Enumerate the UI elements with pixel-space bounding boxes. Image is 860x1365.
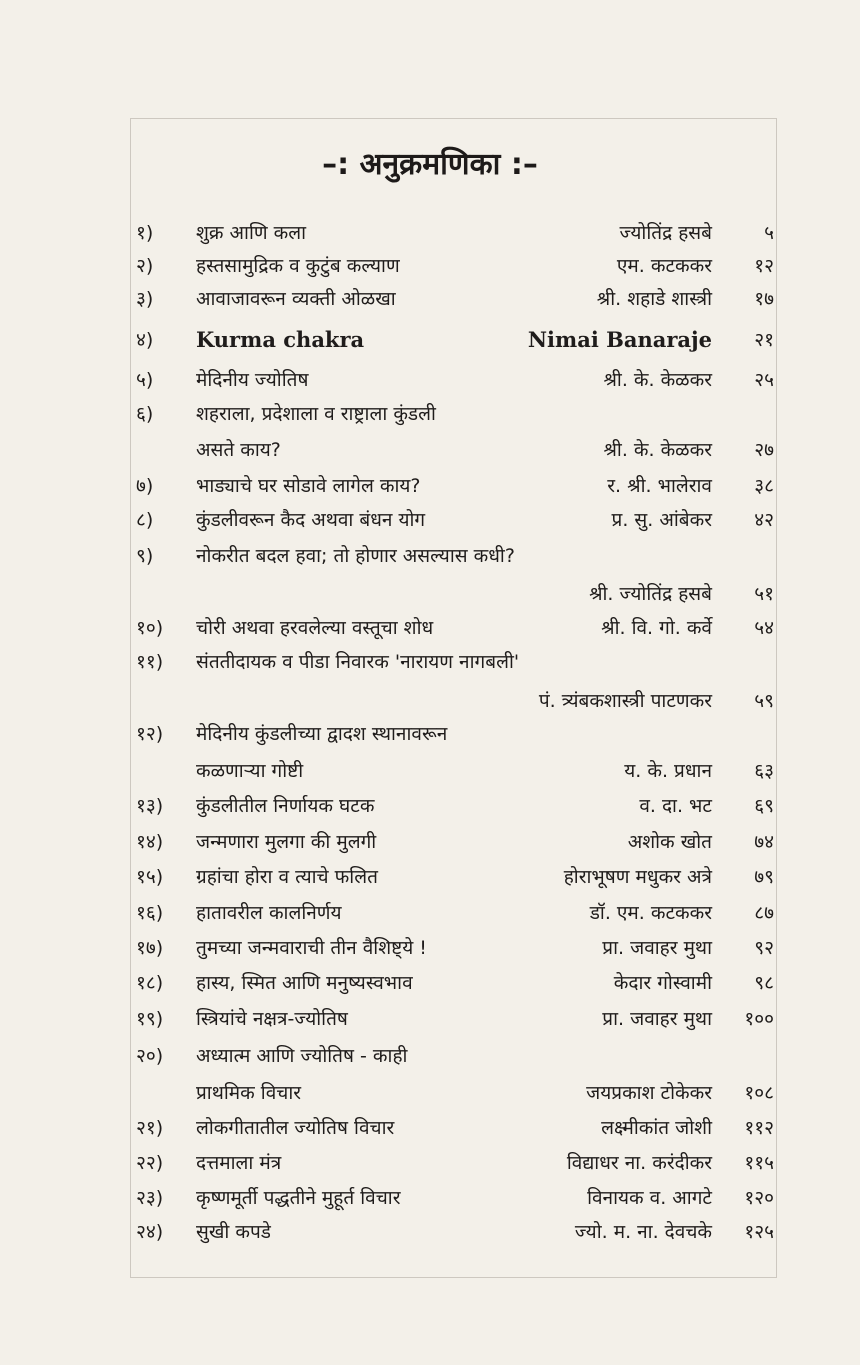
entry-title-continued: कळणाऱ्या गोष्टी — [196, 760, 304, 782]
toc-entry — [136, 717, 774, 751]
entry-page: ७४ — [754, 831, 774, 853]
entry-author: र. श्री. भालेराव — [607, 475, 712, 497]
entry-title: भाड्याचे घर सोडावे लागेल काय? — [196, 475, 421, 497]
entry-title-continued: असते काय? — [196, 439, 281, 461]
entry-author: श्री. ज्योतिंद्र हसबे — [589, 583, 712, 605]
entry-author: लक्ष्मीकांत जोशी — [601, 1117, 712, 1139]
entry-author: श्री. के. केळकर — [603, 439, 712, 461]
toc-entry — [136, 282, 774, 316]
entry-title: चोरी अथवा हरवलेल्या वस्तूचा शोध — [196, 617, 434, 639]
entry-page: १२५ — [744, 1221, 774, 1243]
entry-title: शुक्र आणि कला — [196, 222, 307, 244]
entry-number: ६) — [136, 403, 154, 425]
toc-entry — [136, 860, 774, 894]
toc-entry — [136, 611, 774, 645]
entry-page: १०८ — [744, 1082, 774, 1104]
entry-number: ३) — [136, 288, 154, 310]
entry-author: केदार गोस्वामी — [613, 972, 712, 994]
entry-number: २२) — [136, 1152, 164, 1174]
entry-number: १०) — [136, 617, 164, 639]
entry-title: लोकगीतातील ज्योतिष विचार — [196, 1117, 395, 1139]
entry-author: होराभूषण मधुकर अत्रे — [563, 866, 712, 888]
entry-number: १९) — [136, 1008, 164, 1030]
toc-entry — [136, 1181, 774, 1215]
toc-entry — [136, 503, 774, 537]
entry-number: २०) — [136, 1045, 164, 1067]
entry-author: प्र. सु. आंबेकर — [611, 509, 712, 531]
entry-title: संततीदायक व पीडा निवारक 'नारायण नागबली' — [196, 651, 520, 673]
entry-page: १०० — [744, 1008, 774, 1030]
entry-author: अशोक खोत — [627, 831, 712, 853]
entry-title: मेदिनीय ज्योतिष — [196, 369, 309, 391]
toc-entry — [136, 249, 774, 283]
entry-title: हातावरील कालनिर्णय — [196, 902, 342, 924]
entry-number: ८) — [136, 509, 154, 531]
toc-entry — [136, 323, 774, 357]
entry-number: १५) — [136, 866, 164, 888]
toc-entry — [136, 645, 774, 679]
entry-number: १४) — [136, 831, 164, 853]
entry-page: ४२ — [754, 509, 774, 531]
entry-page: ६९ — [754, 795, 774, 817]
toc-entry — [136, 1111, 774, 1145]
entry-title: हस्तसामुद्रिक व कुटुंब कल्याण — [196, 255, 400, 277]
entry-number: १७) — [136, 937, 164, 959]
entry-title: दत्तमाला मंत्र — [196, 1152, 282, 1174]
entry-number: ११) — [136, 651, 164, 673]
toc-entry — [136, 363, 774, 397]
entry-title-continued: प्राथमिक विचार — [196, 1082, 302, 1104]
entry-page: ५४ — [754, 617, 774, 639]
toc-entry — [136, 539, 774, 573]
entry-page: २५ — [754, 369, 774, 391]
entry-author: श्री. शहाडे शास्त्री — [596, 288, 712, 310]
toc-entry-continuation — [136, 754, 774, 788]
entry-number: ४) — [136, 329, 154, 351]
toc-entry — [136, 789, 774, 823]
entry-title: आवाजावरून व्यक्ती ओळखा — [196, 288, 396, 310]
entry-author: प्रा. जवाहर मुथा — [602, 937, 712, 959]
entry-author: जयप्रकाश टोकेकर — [586, 1082, 712, 1104]
toc-entry — [136, 931, 774, 965]
entry-title: कृष्णमूर्ती पद्धतीने मुहूर्त विचार — [196, 1187, 401, 1209]
toc-entry — [136, 896, 774, 930]
entry-page: ५१ — [754, 583, 774, 605]
entry-number: १) — [136, 222, 154, 244]
toc-entry — [136, 1002, 774, 1036]
toc-entry — [136, 397, 774, 431]
entry-page: २७ — [754, 439, 774, 461]
entry-number: ९) — [136, 545, 154, 567]
entry-page: १२ — [754, 255, 774, 277]
entry-page: ८७ — [754, 902, 774, 924]
entry-title: स्त्रियांचे नक्षत्र-ज्योतिष — [196, 1008, 348, 1030]
entry-author: पं. त्र्यंबकशास्त्री पाटणकर — [538, 690, 712, 712]
entry-number: २१) — [136, 1117, 164, 1139]
entry-number: ७) — [136, 475, 154, 497]
toc-entry — [136, 1146, 774, 1180]
entry-title: ग्रहांचा होरा व त्याचे फलित — [196, 866, 378, 888]
entry-author: Nimai Banaraje — [527, 327, 712, 352]
toc-entry — [136, 825, 774, 859]
entry-number: २३) — [136, 1187, 164, 1209]
entry-title: अध्यात्म आणि ज्योतिष - काही — [196, 1045, 408, 1067]
entry-number: १२) — [136, 723, 164, 745]
entry-author: य. के. प्रधान — [624, 760, 712, 782]
entry-author: श्री. के. केळकर — [603, 369, 712, 391]
entry-title: सुखी कपडे — [196, 1221, 271, 1243]
entry-author: श्री. वि. गो. कर्वे — [601, 617, 712, 639]
entry-number: ५) — [136, 369, 154, 391]
entry-author: व. दा. भट — [639, 795, 712, 817]
entry-number: २४) — [136, 1221, 164, 1243]
entry-author: डॉ. एम. कटककर — [589, 902, 712, 924]
toc-entry-continuation — [136, 433, 774, 467]
toc-entry-continuation — [136, 577, 774, 611]
entry-author: विद्याधर ना. करंदीकर — [566, 1152, 712, 1174]
toc-entry — [136, 216, 774, 250]
toc-entry — [136, 966, 774, 1000]
entry-page: ९८ — [754, 972, 774, 994]
entry-author: ज्योतिंद्र हसबे — [619, 222, 712, 244]
entry-title: शहराला, प्रदेशाला व राष्ट्राला कुंडली — [196, 403, 436, 425]
entry-title: कुंडलीवरून कैद अथवा बंधन योग — [196, 509, 426, 531]
entry-number: १३) — [136, 795, 164, 817]
page-title: –: अनुक्रमणिका :– — [322, 147, 538, 182]
toc-entry — [136, 469, 774, 503]
entry-title: हास्य, स्मित आणि मनुष्यस्वभाव — [196, 972, 413, 994]
entry-author: प्रा. जवाहर मुथा — [602, 1008, 712, 1030]
entry-page: ५९ — [754, 690, 774, 712]
entry-title: तुमच्या जन्मवाराची तीन वैशिष्ट्ये ! — [196, 937, 427, 959]
toc-entry — [136, 1215, 774, 1249]
entry-author: विनायक व. आगटे — [587, 1187, 712, 1209]
entry-title: मेदिनीय कुंडलीच्या द्वादश स्थानावरून — [196, 723, 448, 745]
entry-page: ७९ — [754, 866, 774, 888]
entry-page: ९२ — [754, 937, 774, 959]
toc-entry — [136, 1039, 774, 1073]
entry-page: १२० — [744, 1187, 774, 1209]
entry-page: १७ — [754, 288, 774, 310]
entry-number: २) — [136, 255, 154, 277]
entry-title: Kurma chakra — [196, 327, 365, 352]
entry-page: ५ — [764, 222, 774, 244]
entry-author: एम. कटककर — [616, 255, 712, 277]
entry-page: ११५ — [744, 1152, 774, 1174]
toc-entry-continuation — [136, 1076, 774, 1110]
entry-title: नोकरीत बदल हवा; तो होणार असल्यास कधी? — [196, 545, 515, 567]
entry-page: ३८ — [754, 475, 774, 497]
entry-author: ज्यो. म. ना. देवचके — [574, 1221, 712, 1243]
entry-number: १८) — [136, 972, 164, 994]
entry-page: २१ — [754, 329, 774, 351]
entry-page: ६३ — [754, 760, 774, 782]
entry-page: ११२ — [744, 1117, 774, 1139]
entry-number: १६) — [136, 902, 164, 924]
toc-entry-continuation — [136, 684, 774, 718]
entry-title: जन्मणारा मुलगा की मुलगी — [196, 831, 377, 853]
entry-title: कुंडलीतील निर्णायक घटक — [196, 795, 375, 817]
